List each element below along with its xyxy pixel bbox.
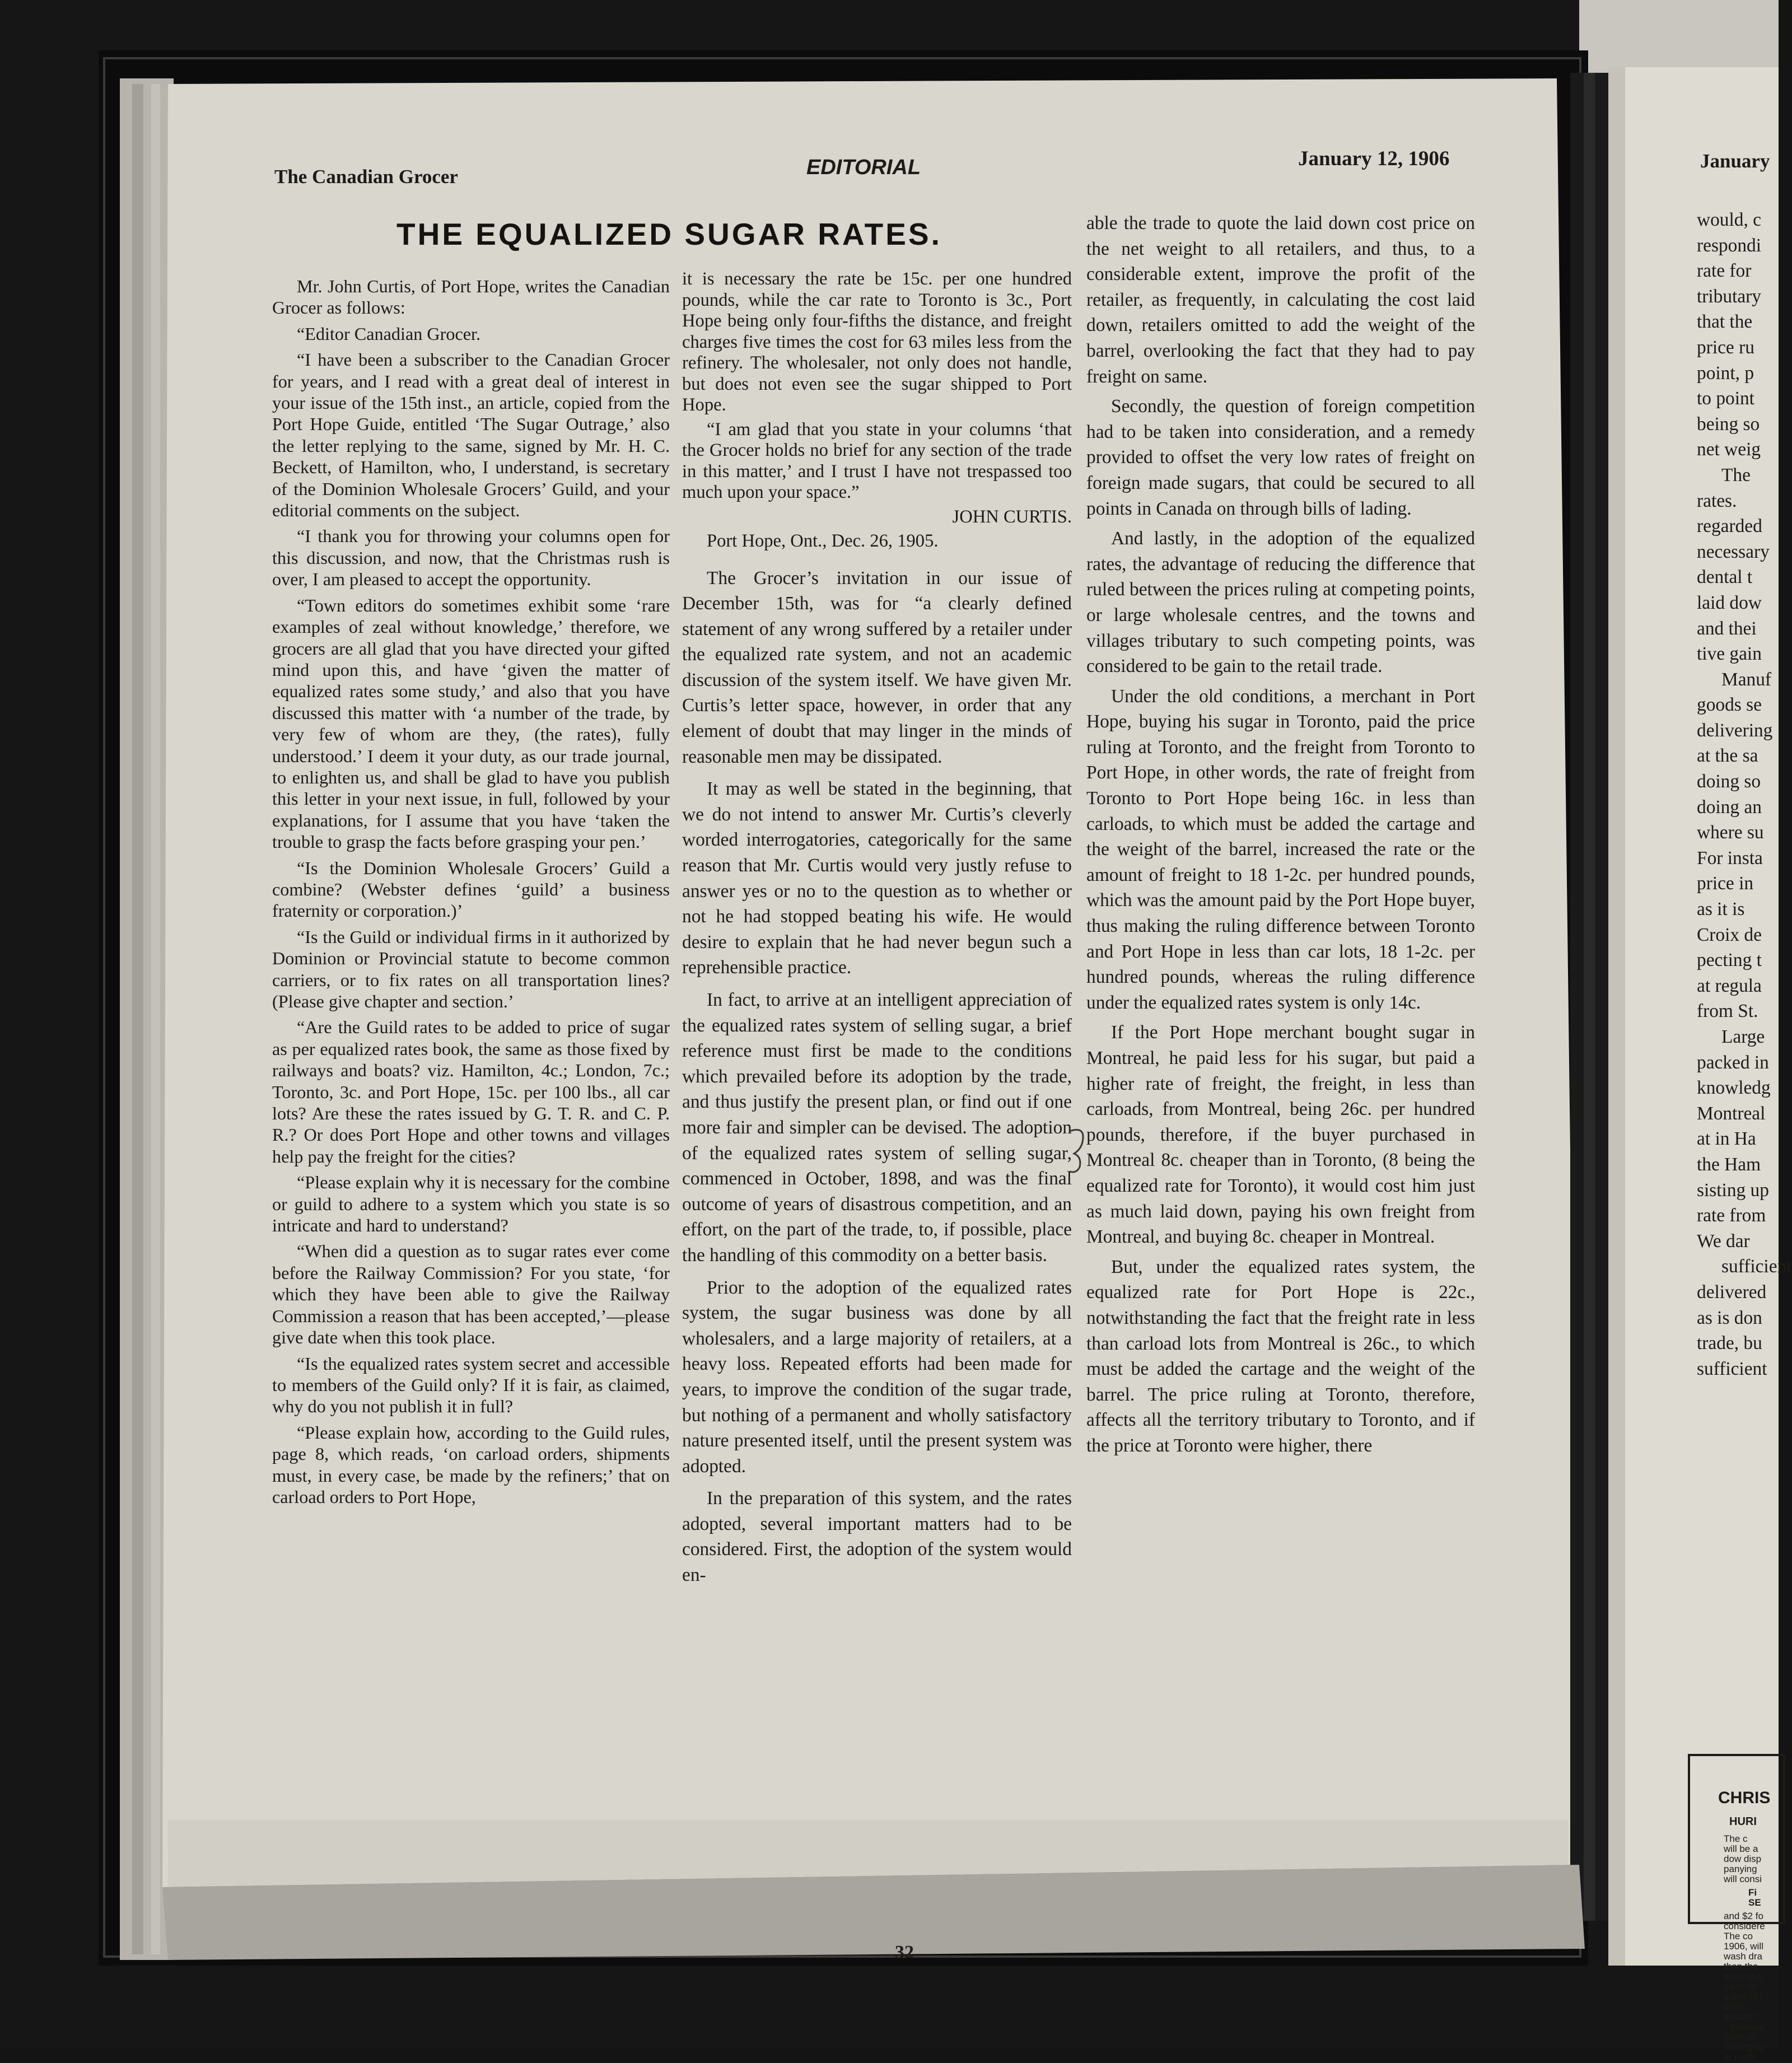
ad-line: than the xyxy=(1724,1961,1758,1972)
fragment-line: Manuf xyxy=(1721,669,1772,690)
fragment-line: rates. xyxy=(1697,490,1737,511)
fragment-line: dental t xyxy=(1697,567,1753,588)
fragment-line: For insta xyxy=(1697,847,1763,869)
fragment-line: laid dow xyxy=(1697,592,1762,613)
top-right-glare xyxy=(1579,0,1779,73)
article-column-1 xyxy=(272,276,670,1512)
fragment-line: goods se xyxy=(1697,694,1762,716)
paragraph: it is necessary the rate be 15c. per one hundred pounds, while the car rate to Toronto is 3c., Port Hope being only four-fifths the distance, and freight charges five times the cost for 63 miles less from the refinery. The wholesaler, not only does not handle, but does not even see the sugar shipped to Port Hope. xyxy=(682,269,1072,415)
fragment-line: the Ham xyxy=(1697,1154,1761,1175)
ad-line: at night. xyxy=(1724,2052,1758,2062)
paragraph: “I thank you for throwing your columns open for this discussion, and now, that the Christmas rush is over, I am pleased to accept the opportunity. xyxy=(272,526,670,590)
fragment-line: doing so xyxy=(1697,771,1761,792)
paragraph: “I have been a subscriber to the Canadian Grocer for years, and I read with a great deal of interest in your issue of the 15th inst., an article, copied from the Port Hope Guide, entitled ‘The Sugar Outrage,’ also the letter replying to the same, signed by Mr. H. C. Beckett, of Hamilton, who, I understand, is secretary of the Dominion Wholesale Grocers’ Guild, and your editorial comments on the subject. xyxy=(272,349,670,521)
fragment-line: necessary xyxy=(1697,541,1770,562)
next-page-column-fragment xyxy=(1697,207,1792,1381)
ad-line: tended f xyxy=(1724,2011,1758,2022)
fragment-line: at regula xyxy=(1697,975,1762,996)
fragment-line: Large xyxy=(1721,1026,1765,1047)
fragment-line: that the xyxy=(1697,311,1753,333)
ad-line: The c xyxy=(1724,1833,1748,1844)
paragraph: Secondly, the question of foreign competition had to be taken into consideration, and a remedy provided to offset the very low rates of freight on foreign made sugars, that could be secured to all points in Canada on through bills of lading. xyxy=(1086,396,1475,519)
fragment-line: rate from xyxy=(1697,1205,1766,1226)
fragment-line: We dar xyxy=(1697,1230,1750,1252)
paragraph: “Please explain how, according to the Guild rules, page 8, which reads, ‘on carload orders, shipments must, in every case, be made by the refiners;’ that on carload orders to Port Hope, xyxy=(272,1422,670,1507)
paragraph: “Is the equalized rates system secret and accessible to members of the Guild only? If it is fair, as claimed, why do you not publish it in full? xyxy=(272,1353,670,1417)
fragment-line: as it is xyxy=(1697,899,1745,920)
fragment-line: would, c xyxy=(1697,209,1761,230)
ad-line: will consi xyxy=(1724,1874,1762,1884)
fragment-line: and thei xyxy=(1697,618,1757,639)
fragment-line: tive gain xyxy=(1697,643,1762,665)
fragment-line: where su xyxy=(1697,822,1764,843)
fragment-line: point, p xyxy=(1697,362,1754,384)
fragment-line: knowledg xyxy=(1697,1077,1771,1099)
page-number: 32 xyxy=(895,1942,914,1963)
running-head-left: The Canadian Grocer xyxy=(274,166,458,188)
running-head-center: EDITORIAL xyxy=(806,156,921,179)
ad-line: SE xyxy=(1748,1897,1761,1908)
ad-line: panying xyxy=(1724,1864,1757,1874)
ad-subtitle: HURI xyxy=(1729,1815,1757,1828)
letter-dateline: Port Hope, Ont., Dec. 26, 1905. xyxy=(707,531,939,551)
paragraph: If the Port Hope merchant bought sugar in Montreal, he paid less for his sugar, but paid a higher rate of freight, the freight, in less than carloads, from Montreal, being 26c. per hundred pounds, therefore, if the buyer purchased in Montreal 8c. cheaper than in Toronto, (8 being the equalized rate for Toronto), it would cost him just as much laid down, paying his own freight from Montreal, and buying 8c. cheaper in Montreal. xyxy=(1086,1022,1475,1248)
paragraph: “Town editors do sometimes exhibit some ‘rare examples of zeal without knowledge,’ therefore, we grocers are all glad that you have directed your gifted mind upon this, and have ‘given the matter of equalized rates some study,’ and also that you have discussed this matter with ‘a number of the trade, by very few of whom are they, (the rates), fully understood.’ I deem it your duty, as our trade journal, to enlighten us, and shall be glad to have you publish this letter in your next issue, in full, followed by your explanations, for I assume that you have ‘taken the trouble to grasp the facts before grasping your pen.’ xyxy=(272,595,670,852)
paragraph: “I am glad that you state in your columns ‘that the Grocer holds no brief for any section of the trade in this matter,’ and I trust I have not trespassed too much upon your space.” xyxy=(682,419,1072,502)
letter-continuation xyxy=(682,269,1072,503)
fragment-line: tributary xyxy=(1697,286,1761,307)
fragment-line: regarded xyxy=(1697,516,1762,537)
fragment-line: price in xyxy=(1697,873,1754,894)
paragraph: Prior to the adoption of the equalized rates system, the sugar business was done by all wholesalers, and a large majority of retailers, at a heavy loss. Repeated efforts had been made for years, to improve the condition of the sugar trade, but nothing of a permanent and wholly satisfactory nature presented itself, until the present system was adopted. xyxy=(682,1277,1072,1477)
fragment-line: from St. xyxy=(1697,1001,1758,1022)
paragraph: “Is the Dominion Wholesale Grocers’ Guild a combine? (Webster defines ‘guild’ a business fraternity or corporation.)’ xyxy=(272,857,670,921)
advertisement-fragment xyxy=(1692,1757,1782,2062)
fragment-line: at the sa xyxy=(1697,745,1758,767)
ad-line: photograp xyxy=(1724,2042,1767,2052)
article-title: THE EQUALIZED SUGAR RATES. xyxy=(396,217,942,251)
ad-line: Mark xyxy=(1724,2001,1745,2012)
letter-signature: JOHN CURTIS. xyxy=(952,506,1072,527)
ad-line: considere xyxy=(1724,1921,1765,1931)
ad-line: tures in o xyxy=(1724,1971,1763,1982)
ad-line: The co xyxy=(1724,1931,1753,1941)
paragraph: “Please explain why it is necessary for the combine or guild to adhere to a system which you state is so intricate and hard to understand? xyxy=(272,1172,670,1236)
ad-line: 1906, will xyxy=(1724,1941,1763,1952)
paragraph: And lastly, in the adoption of the equalized rates, the advantage of reducing the difference that ruled between the prices ruling at competing points, or large wholesale centres, and the towns and villages tributary to such competing points, was considered to be gain to the retail trade. xyxy=(1086,528,1475,677)
paragraph: able the trade to quote the laid down cost price on the net weight to all retailers, and thus, to a considerable extent, improve the profit of the retailer, as frequently, in calculating the cost laid down, retailers omitted to add the weight of the barrel, overlooking the fact that they had to pay freight on same. xyxy=(1086,213,1475,387)
fragment-line: trade, bu xyxy=(1697,1333,1762,1354)
paragraph: “Are the Guild rates to be added to price of sugar as per equalized rates book, the same as those fixed by railways and boats? viz. Hamilton, 4c.; London, 7c.; Toronto, 3c. and Port Hope, 15c. per 100 lbs., all car lots? Are these the rates issued by G. T. R. and C. P. R.? Or does Port Hope and other towns and villages help pay the freight for the cities? xyxy=(272,1017,670,1166)
paragraph: Mr. John Curtis, of Port Hope, writes the Canadian Grocer as follows: xyxy=(272,276,670,318)
fragment-line: to point xyxy=(1697,388,1754,409)
fragment-line: at in Ha xyxy=(1697,1128,1756,1150)
paragraph: In fact, to arrive at an intelligent appreciation of the equalized rates system of selling sugar, a brief reference must first be made to the conditions which prevailed before its adoption by the trade, and thus justify the present plan, or find out if one more fair and simpler can be devised. The adoption of the equalized rates system of selling sugar, commenced in October, 1898, and was the final outcome of years of disastrous competition, and an effort, on the part of the trade, to, if possible, place the handling of this commodity on a better basis. xyxy=(682,990,1072,1266)
paragraph: It may as well be stated in the beginning, that we do not intend to answer Mr. Curtis’s cleverly worded interrogatories, categorically for the same reason that Mr. Curtis would very justly refuse to answer yes or no to the question as to whether or not he had stopped beating his wife. He would desire to explain that he had never begun such a reprehensible practice. xyxy=(682,778,1072,978)
fragment-line: as is don xyxy=(1697,1307,1762,1328)
paragraph: “Editor Canadian Grocer. xyxy=(297,323,481,344)
ad-line: Care sh xyxy=(1724,2032,1757,2042)
paragraph: But, under the equalized rates system, the equalized rate for Port Hope is 22c., notwithstanding the fact that the freight rate in less than carload lots from Montreal is 26c., to which must be added the cartage and the weight of the barrel. The price ruling at Toronto, therefore, affects all the territory tributary to Toronto, and if the price at Toronto were higher, there xyxy=(1086,1256,1475,1456)
ad-line: wash dra xyxy=(1724,1951,1762,1962)
paragraph: “When did a question as to sugar rates ever come before the Railway Commission? For you state, ‘for which they have been able to give the Railway Commission a reason that has been accepted,’—please give date when this took place. xyxy=(272,1241,670,1348)
ad-line: will be a xyxy=(1724,1843,1758,1854)
fragment-line: Croix de xyxy=(1697,924,1762,945)
ad-line: admit of t xyxy=(1724,1991,1763,2002)
fragment-line: sufficient xyxy=(1721,1256,1792,1277)
paragraph: The Grocer’s invitation in our issue of December 15th, was for “a clearly defined statement of any wrong suffered by a retailer under the equalized rate system, and not an academic discussion of the system itself. We have given Mr. Curtis’s letter space, however, in order that any element of doubt that may linger in the minds of reasonable men may be dissipated. xyxy=(682,567,1072,767)
ad-line: dow disp xyxy=(1724,1854,1762,1864)
pencil-mark-icon xyxy=(1066,1126,1089,1176)
fragment-line: pecting t xyxy=(1697,950,1762,971)
ad-line: cient dis xyxy=(1724,1981,1759,1992)
editorial-response xyxy=(682,566,1072,1588)
article-column-3 xyxy=(1086,211,1475,1463)
fragment-line: The xyxy=(1721,464,1751,486)
ad-line: and $2 fo xyxy=(1724,1911,1763,1921)
paragraph: In the preparation of this system, and the rates adopted, several important matters had to be considered. First, the adoption of the system would en- xyxy=(682,1488,1072,1586)
fragment-line: respondi xyxy=(1697,235,1761,256)
fragment-line: price ru xyxy=(1697,337,1754,358)
fragment-line: delivered xyxy=(1697,1281,1767,1303)
fragment-line: net weig xyxy=(1697,439,1761,460)
fragment-line: delivering xyxy=(1697,720,1773,741)
fragment-line: rate for xyxy=(1697,260,1752,282)
article-column-2 xyxy=(682,269,1072,1595)
ad-line: “ Window xyxy=(1724,2022,1763,2032)
fragment-line: sufficient xyxy=(1697,1358,1767,1379)
next-page-running-head: January xyxy=(1700,150,1770,172)
ad-title: CHRIS xyxy=(1718,1789,1771,1807)
running-head-date: January 12, 1906 xyxy=(1298,147,1450,170)
ad-line: Fi xyxy=(1748,1887,1757,1898)
fragment-line: sisting up xyxy=(1697,1179,1769,1201)
paragraph: “Is the Guild or individual firms in it authorized by Dominion or Provincial statute to become common carriers, or to fix rates on all transportation lines? (Please give chapter and section.’ xyxy=(272,926,670,1011)
fragment-line: packed in xyxy=(1697,1052,1769,1073)
fragment-line: Montreal xyxy=(1697,1103,1766,1124)
fragment-line: doing an xyxy=(1697,796,1762,818)
fragment-line: being so xyxy=(1697,413,1760,435)
paragraph: Under the old conditions, a merchant in Port Hope, buying his sugar in Toronto, paid the price ruling at Toronto, and the freight from Toronto to Port Hope, in other words, the rate of freight from Toronto to Port Hope being 16c. in less than carloads, to which must be added the cartage and the weight of the barrel, increased the rate or the amount of freight to 18 1-2c. per hundred pounds, which was the amount paid by the Port Hope buyer, thus making the ruling difference between Toronto and Port Hope in less than car lots, 18 1-2c. per hundred pounds, whereas the ruling difference under the equalized rates system is only 14c. xyxy=(1086,685,1475,1013)
